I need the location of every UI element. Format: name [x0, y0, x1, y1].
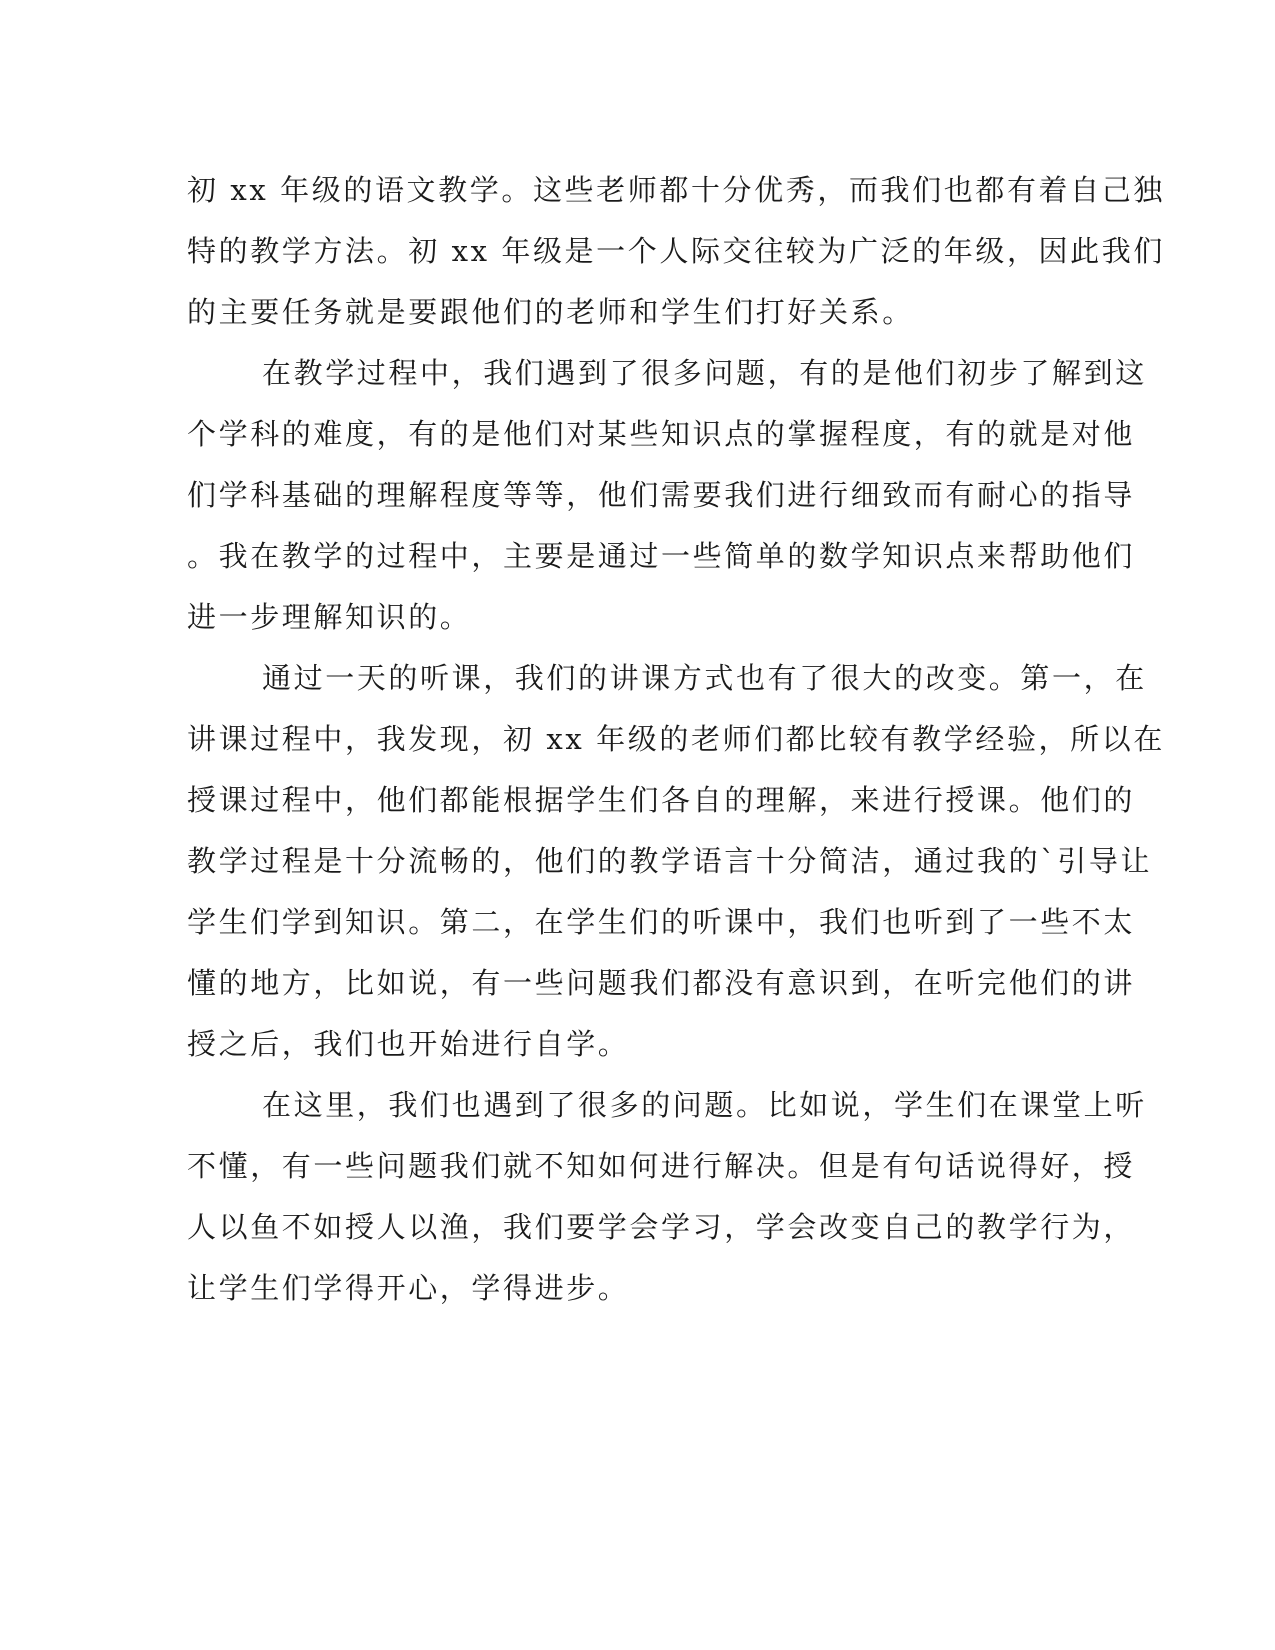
text-line: 人以鱼不如授人以渔，我们要学会学习，学会改变自己的教学行为，	[187, 1210, 1136, 1244]
paragraph-1	[187, 160, 1165, 343]
paragraph-2	[187, 343, 1147, 648]
text-line: 懂的地方，比如说，有一些问题我们都没有意识到，在听完他们的讲	[187, 966, 1136, 1000]
body-text	[187, 160, 1165, 1319]
text-line: 讲课过程中，我发现，初 xx 年级的老师们都比较有教学经验，所以在	[187, 722, 1165, 756]
text-line: 学生们学到知识。第二，在学生们的听课中，我们也听到了一些不太	[187, 905, 1136, 939]
paragraph-4	[187, 1075, 1147, 1319]
text-line: 进一步理解知识的。	[187, 600, 472, 634]
text-line: 授课过程中，他们都能根据学生们各自的理解，来进行授课。他们的	[187, 783, 1136, 817]
text-line: 教学过程是十分流畅的，他们的教学语言十分简洁，通过我的`引导让	[187, 844, 1153, 878]
text-line: 通过一天的听课，我们的讲课方式也有了很大的改变。第一，在	[262, 661, 1147, 695]
text-line: 特的教学方法。初 xx 年级是一个人际交往较为广泛的年级，因此我们	[187, 234, 1165, 268]
text-line: 们学科基础的理解程度等等，他们需要我们进行细致而有耐心的指导	[187, 478, 1136, 512]
text-line: 个学科的难度，有的是他们对某些知识点的掌握程度，有的就是对他	[187, 417, 1136, 451]
paragraph-3	[187, 648, 1165, 1075]
text-line: 初 xx 年级的语文教学。这些老师都十分优秀，而我们也都有着自己独	[187, 173, 1165, 207]
text-line: 让学生们学得开心，学得进步。	[187, 1271, 630, 1305]
text-line: 。我在教学的过程中，主要是通过一些简单的数学知识点来帮助他们	[187, 539, 1136, 573]
text-line: 不懂，有一些问题我们就不知如何进行解决。但是有句话说得好，授	[187, 1149, 1136, 1183]
text-line: 的主要任务就是要跟他们的老师和学生们打好关系。	[187, 295, 914, 329]
text-line: 授之后，我们也开始进行自学。	[187, 1027, 630, 1061]
text-line: 在这里，我们也遇到了很多的问题。比如说，学生们在课堂上听	[262, 1088, 1147, 1122]
text-line: 在教学过程中，我们遇到了很多问题，有的是他们初步了解到这	[262, 356, 1147, 390]
